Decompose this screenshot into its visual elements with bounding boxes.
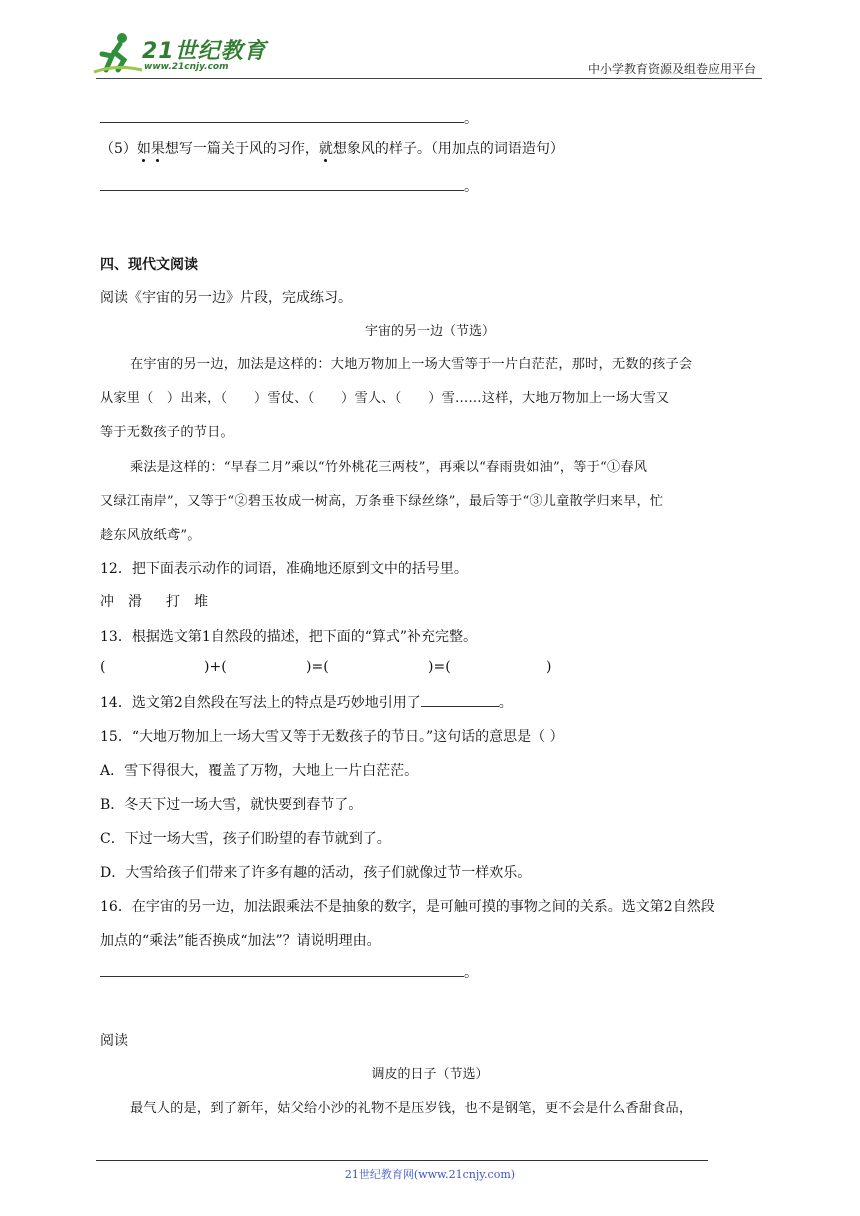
footer-divider — [96, 1160, 708, 1161]
logo-url: www.21cnjy.com — [144, 62, 229, 72]
answer-line-1: 。 — [100, 108, 478, 128]
runner-logo-icon — [92, 30, 144, 76]
passage-title: 宇宙的另一边（节选） — [364, 324, 495, 339]
dotted-char: 就 — [319, 138, 333, 158]
question-15: 15．“大地万物加上一场大雪又等于无数孩子的节日。”这句话的意思是（ ） — [100, 729, 564, 745]
reading-label: 阅读 — [100, 1033, 128, 1049]
word-item: 打 — [166, 594, 180, 610]
formula-part: )=( — [306, 659, 329, 675]
question-13: 13．根据选文第1自然段的描述，把下面的“算式”补充完整。 — [100, 629, 478, 645]
question-16-line-2: 加点的“乘法”能否换成“加法”？请说明理由。 — [100, 933, 381, 949]
passage-line: 乘法是这样的：“早春二月”乘以“竹外桃花三两枝”，再乘以“春雨贵如油”，等于“①春风 — [130, 460, 648, 475]
formula-part: )+( — [204, 659, 227, 675]
passage-line: 从家里（ ）出来，（ ）雪仗、（ ）雪人、（ ）雪……这样，大地万物加上一场大雪又 — [100, 391, 670, 406]
question-12: 12．把下面表示动作的词语，准确地还原到文中的括号里。 — [100, 561, 468, 577]
question-16-line-1: 16．在宇宙的另一边，加法跟乘法不是抽象的数字，是可触可摸的事物之间的关系。选文第2自然段 — [100, 899, 715, 915]
answer-blank — [100, 966, 464, 977]
word-item: 冲 — [100, 594, 114, 610]
answer-line-3: 。 — [100, 962, 478, 982]
passage-line: 在宇宙的另一边，加法是这样的：大地万物加上一场大雪等于一片白茫茫，那时，无数的孩子会 — [130, 357, 693, 372]
formula-part: ) — [546, 659, 552, 675]
option-b: B．冬天下过一场大雪，就快要到春节了。 — [100, 797, 363, 813]
option-a: A．雪下得很大，覆盖了万物，大地上一片白茫茫。 — [100, 763, 419, 779]
answer-line-2: 。 — [100, 176, 478, 196]
question-5: （5）如果想写一篇关于风的习作，就想象风的样子。（用加点的词语造句） — [100, 138, 564, 158]
answer-blank — [100, 180, 464, 191]
answer-blank — [421, 696, 499, 707]
dotted-char: 果 — [151, 138, 165, 158]
site-logo — [92, 30, 267, 78]
reading-intro: 阅读《宇宙的另一边》片段，完成练习。 — [100, 290, 352, 306]
section-title: 四、现代文阅读 — [100, 257, 198, 273]
header-platform-text: 中小学教育资源及组卷应用平台 — [587, 62, 756, 76]
formula-part: )=( — [428, 659, 451, 675]
passage-line: 等于无数孩子的节日。 — [100, 425, 234, 440]
header-divider — [96, 78, 762, 79]
formula-part: ( — [100, 659, 106, 675]
logo-text: 21世纪教育 — [142, 39, 267, 64]
option-c: C．下过一场大雪，孩子们盼望的春节就到了。 — [100, 831, 391, 847]
dotted-char: 如 — [137, 138, 151, 158]
word-item: 滑 — [128, 594, 142, 610]
option-d: D．大雪给孩子们带来了许多有趣的活动，孩子们就像过节一样欢乐。 — [100, 865, 532, 881]
passage-line: 又绿江南岸”，又等于“②碧玉妆成一树高，万条垂下绿丝绦”，最后等于“③儿童散学归来早，忙 — [100, 494, 664, 509]
question-14: 14．选文第2自然段在写法上的特点是巧妙地引用了 。 — [100, 695, 513, 711]
passage-line: 趁东风放纸鸢”。 — [100, 528, 201, 543]
word-list — [100, 591, 208, 611]
passage-line: 最气人的是，到了新年，姑父给小沙的礼物不是压岁钱，也不是钢笔，更不会是什么香甜食品， — [130, 1101, 693, 1116]
passage-title-2: 调皮的日子（节选） — [371, 1067, 489, 1082]
answer-blank — [100, 112, 464, 123]
word-item: 堆 — [194, 594, 208, 610]
footer-link[interactable]: 21世纪教育网(www.21cnjy.com) — [344, 1168, 516, 1181]
